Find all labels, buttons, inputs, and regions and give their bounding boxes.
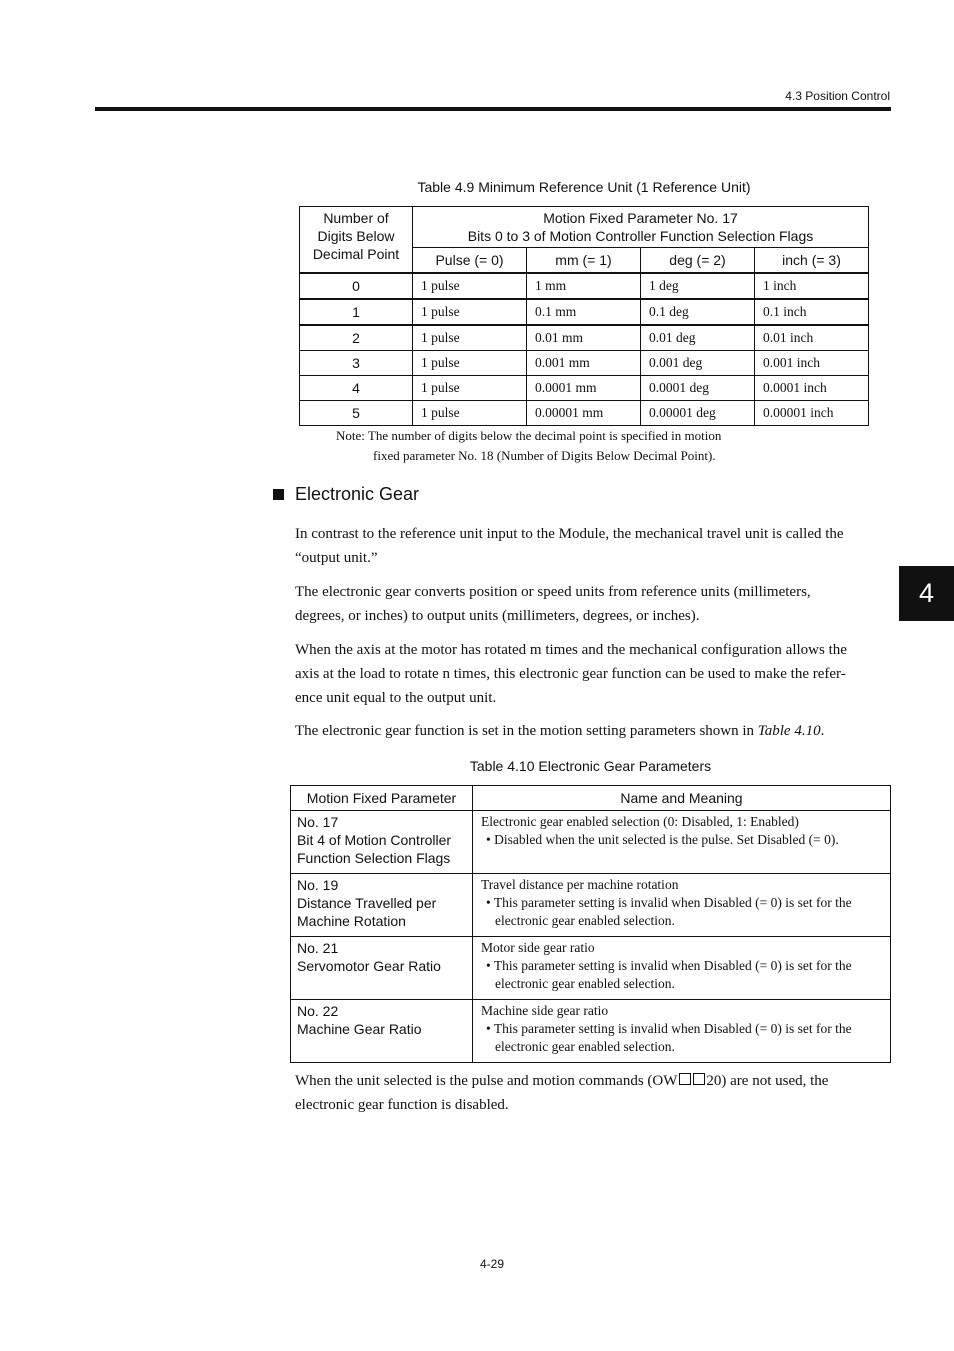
table-4-9 xyxy=(299,206,869,426)
corner-header: Number of Digits Below Decimal Point xyxy=(300,207,413,274)
table-row: No. 17 Bit 4 of Motion Controller Function Selection Flags Electronic gear enabled selection (0: Disabled, 1: Enabled) • Disabled when the unit selected is the pulse. Set Disabled (= 0). xyxy=(291,811,891,874)
placeholder-box-icon xyxy=(693,1073,705,1085)
placeholder-box-icon xyxy=(679,1073,691,1085)
table-note: Note: The number of digits below the decimal point is specified in motion fixed parameter No. 18 (Number of Digits Below Decimal Point). xyxy=(336,428,722,463)
page-number: 4-29 xyxy=(479,1257,505,1271)
table-row: 3 1 pulse 0.001 mm 0.001 deg 0.001 inch xyxy=(300,351,869,376)
table-4-9-caption: Table 4.9 Minimum Reference Unit (1 Reference Unit) xyxy=(417,179,751,195)
column-header: Pulse (= 0) xyxy=(413,248,527,274)
column-header: mm (= 1) xyxy=(527,248,641,274)
table-row: 2 1 pulse 0.01 mm 0.01 deg 0.01 inch xyxy=(300,325,869,351)
paragraph: The electronic gear converts position or speed units from reference units (millimeters, degrees, or inches) to output units (millimeters, degrees, or inches). xyxy=(295,584,811,624)
column-header: deg (= 2) xyxy=(641,248,755,274)
table-row: 4 1 pulse 0.0001 mm 0.0001 deg 0.0001 inch xyxy=(300,376,869,401)
paragraph: In contrast to the reference unit input to the Module, the mechanical travel unit is called the “output unit.” xyxy=(295,526,844,566)
group-header: Motion Fixed Parameter No. 17 Bits 0 to 3 of Motion Controller Function Selection Flags xyxy=(413,207,869,248)
running-header: 4.3 Position Control xyxy=(785,89,890,103)
paragraph: The electronic gear function is set in the motion setting parameters shown in Table 4.10. xyxy=(295,723,825,739)
table-row: No. 19 Distance Travelled per Machine Rotation Travel distance per machine rotation • This parameter setting is invalid when Disabled (= 0) is set for the electronic gear enabled selection. xyxy=(291,874,891,937)
paragraph: When the axis at the motor has rotated m times and the mechanical configuration allows the axis at the load to rotate n times, this electronic gear function can be used to make the refer- ence unit equal to the output unit. xyxy=(295,642,847,706)
table-reference: Table 4.10 xyxy=(757,723,821,739)
section-heading xyxy=(273,484,419,505)
section-title: Electronic Gear xyxy=(295,484,420,504)
table-row: 5 1 pulse 0.00001 mm 0.00001 deg 0.00001 inch xyxy=(300,401,869,426)
table-row: No. 21 Servomotor Gear Ratio Motor side gear ratio • This parameter setting is invalid when Disabled (= 0) is set for the electronic gear enabled selection. xyxy=(291,937,891,1000)
table-4-10-caption: Table 4.10 Electronic Gear Parameters xyxy=(469,758,712,774)
table-row: 1 1 pulse 0.1 mm 0.1 deg 0.1 inch xyxy=(300,299,869,325)
chapter-tab: 4 xyxy=(899,566,954,621)
column-header: Motion Fixed Parameter xyxy=(291,786,473,811)
header-rule xyxy=(95,107,891,111)
table-row: No. 22 Machine Gear Ratio Machine side gear ratio • This parameter setting is invalid when Disabled (= 0) is set for the electronic gear enabled selection. xyxy=(291,1000,891,1063)
square-bullet-icon xyxy=(273,489,284,500)
paragraph: When the unit selected is the pulse and motion commands (OW 20) are not used, the electronic gear function is disabled. xyxy=(295,1073,829,1113)
column-header: inch (= 3) xyxy=(755,248,869,274)
table-row: 0 1 pulse 1 mm 1 deg 1 inch xyxy=(300,273,869,299)
column-header: Name and Meaning xyxy=(473,786,891,811)
table-4-10 xyxy=(290,785,891,1063)
